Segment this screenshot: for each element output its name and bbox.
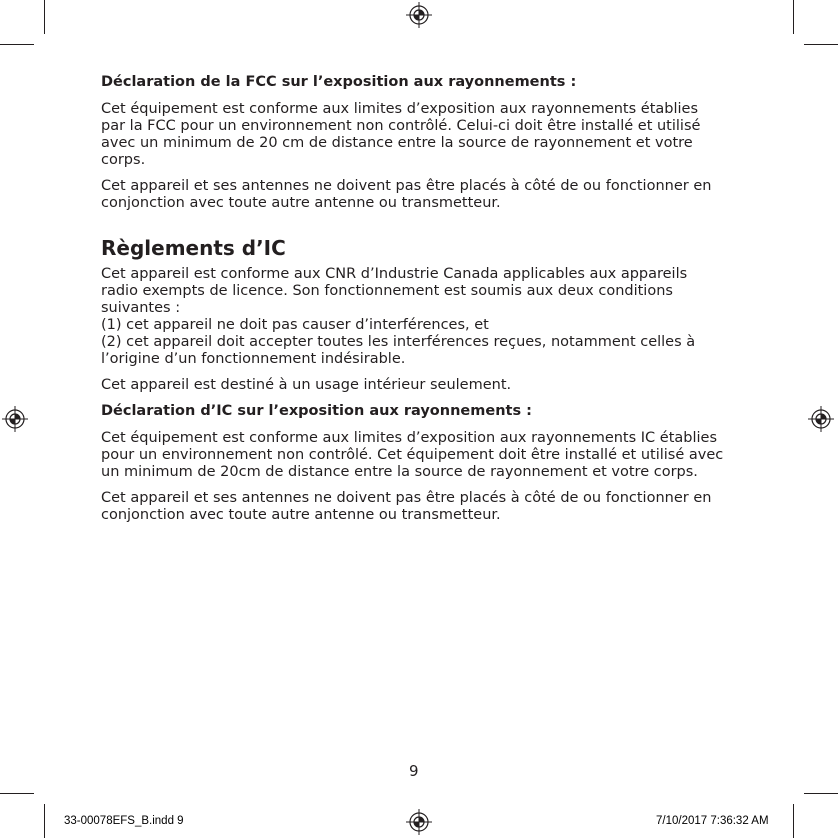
text-line: un minimum de 20cm de distance entre la source de rayonnement et votre corps. [101,464,698,480]
fcc-exposure-paragraph [101,101,761,169]
text-line: par la FCC pour un environnement non contrôlé. Celui-ci doit être installé et utilisé [101,118,701,134]
text-line: Cet appareil est conforme aux CNR d’Industrie Canada applicables aux appareils [101,266,688,282]
print-slug-filename: 33-00078EFS_B.indd 9 [64,815,184,827]
text-line: Cet équipement est conforme aux limites d’exposition aux rayonnements IC établies [101,430,718,446]
crop-mark-top-left-vertical [44,0,45,34]
crop-mark-bottom-left-horizontal [0,793,34,794]
ic-indoor-note: Cet appareil est destiné à un usage intérieur seulement. [101,377,512,393]
text-line: l’origine d’un fonctionnement indésirable. [101,351,406,367]
text-line: corps. [101,152,146,168]
registration-target-icon [2,406,28,432]
text-line: suivantes : [101,300,181,316]
text-line: conjonction avec toute autre antenne ou transmetteur. [101,507,501,523]
fcc-exposure-heading: Déclaration de la FCC sur l’exposition aux rayonnements : [101,74,577,90]
text-line: radio exempts de licence. Son fonctionnement est soumis aux deux conditions [101,283,673,299]
text-line: Cet appareil et ses antennes ne doivent pas être placés à côté de ou fonctionner en [101,178,712,194]
crop-mark-top-right-vertical [793,0,794,34]
ic-antenna-paragraph [101,490,761,524]
ic-compliance-paragraph [101,266,761,368]
crop-mark-bottom-right-horizontal [804,793,838,794]
text-line: conjonction avec toute autre antenne ou transmetteur. [101,195,501,211]
crop-mark-top-right-horizontal [804,44,838,45]
crop-mark-bottom-right-vertical [793,804,794,838]
ic-exposure-paragraph [101,430,761,481]
registration-target-icon [406,809,432,835]
text-line: (1) cet appareil ne doit pas causer d’interférences, et [101,317,489,333]
print-slug-timestamp: 7/10/2017 7:36:32 AM [656,815,769,827]
page-number: 9 [409,762,419,780]
crop-mark-bottom-left-vertical [44,804,45,838]
registration-target-icon [808,406,834,432]
document-body [101,74,761,533]
text-line: (2) cet appareil doit accepter toutes les interférences reçues, notamment celles à [101,334,696,350]
registration-target-icon [406,2,432,28]
ic-exposure-heading: Déclaration d’IC sur l’exposition aux rayonnements : [101,403,532,419]
text-line: Cet appareil et ses antennes ne doivent pas être placés à côté de ou fonctionner en [101,490,712,506]
text-line: pour un environnement non contrôlé. Cet équipement doit être installé et utilisé avec [101,447,724,463]
ic-section-title: Règlements d’IC [101,236,286,260]
fcc-antenna-paragraph [101,178,761,212]
crop-mark-top-left-horizontal [0,44,34,45]
text-line: avec un minimum de 20 cm de distance entre la source de rayonnement et votre [101,135,693,151]
text-line: Cet équipement est conforme aux limites d’exposition aux rayonnements établies [101,101,699,117]
